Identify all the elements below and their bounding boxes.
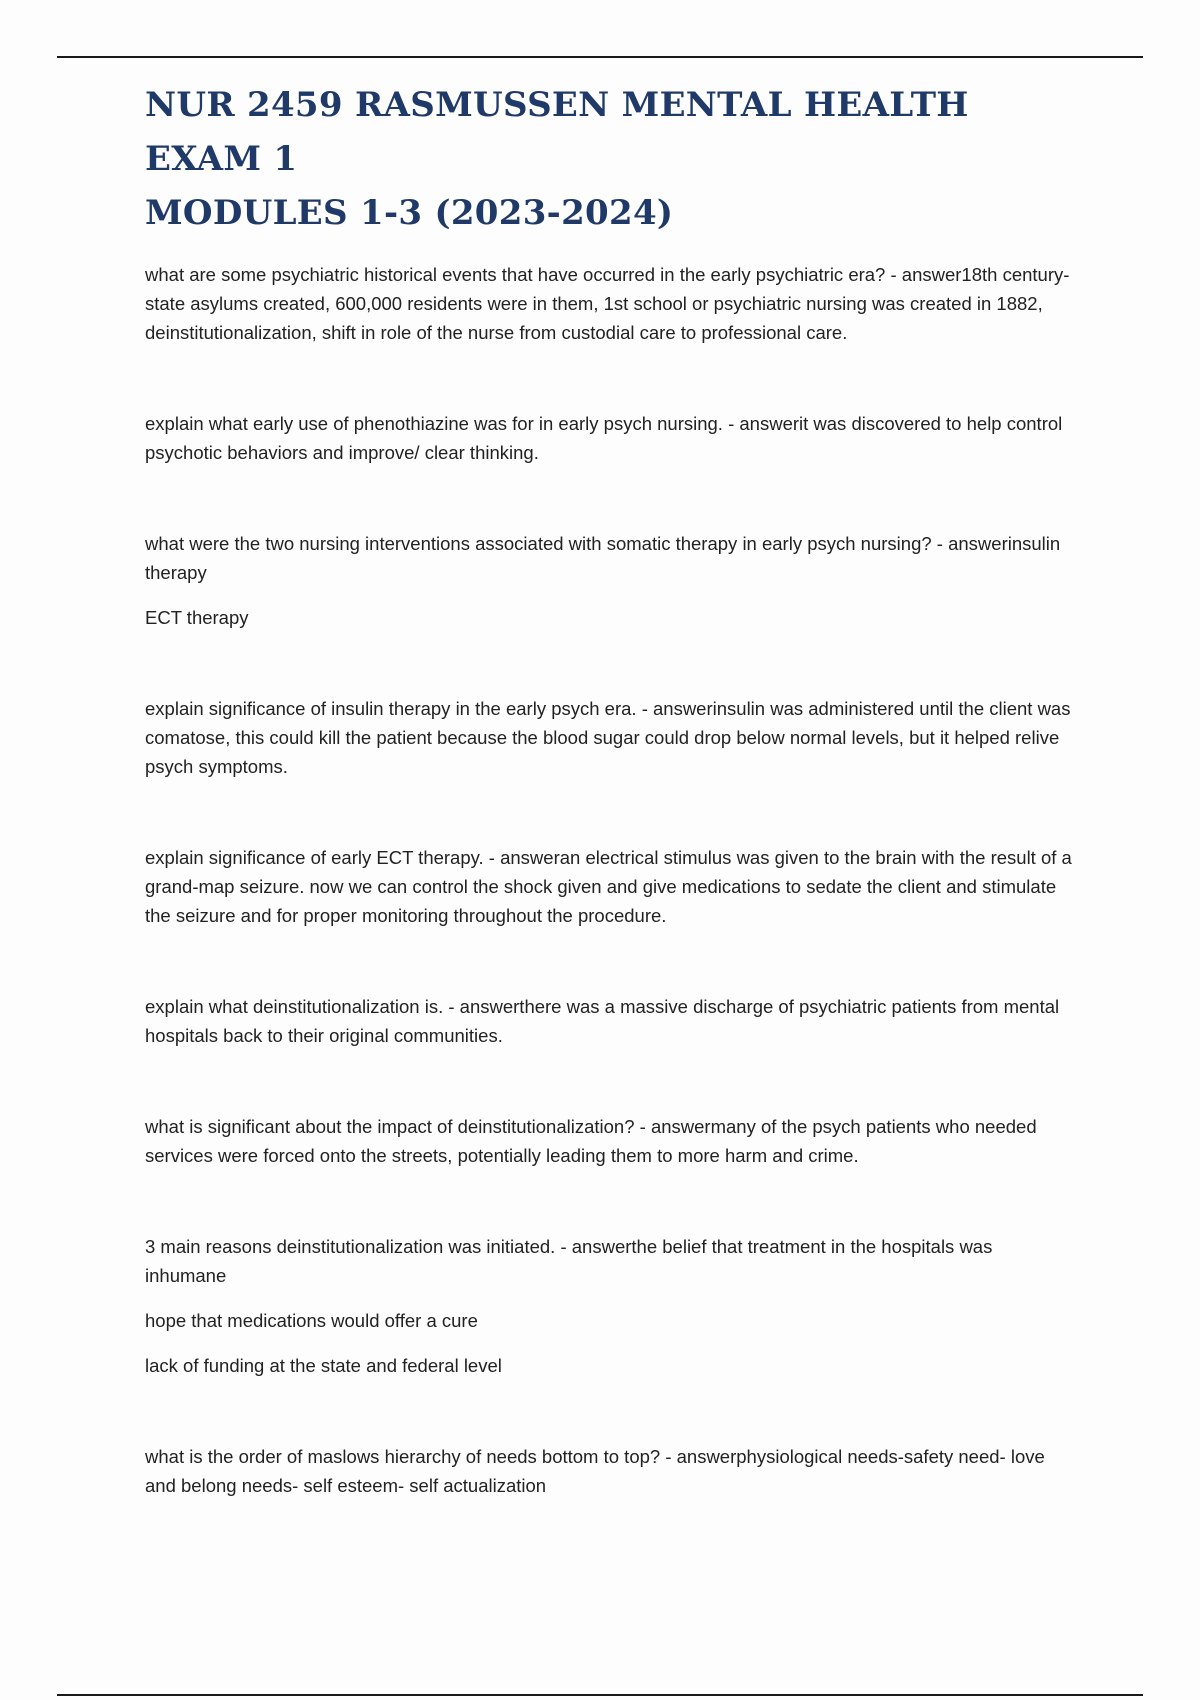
- entry-text: hope that medications would offer a cure: [145, 1310, 478, 1331]
- qa-entry-9: [145, 1442, 1075, 1500]
- entry-text: what is the order of maslows hierarchy of needs bottom to top? - answerphysiological needs-safety need- love and belong needs- self esteem- self actualization: [145, 1446, 1045, 1496]
- document-body: [145, 78, 1075, 1562]
- document-title: [145, 78, 1075, 240]
- title-line-2: MODULES 1-3 (2023-2024): [145, 193, 674, 233]
- entry-text: explain what early use of phenothiazine was for in early psych nursing. - answerit was discovered to help control psychotic behaviors and improve/ clear thinking.: [145, 413, 1063, 463]
- qa-entry-4: [145, 694, 1075, 781]
- qa-entry-1: [145, 260, 1075, 347]
- qa-entry-5: [145, 843, 1075, 930]
- qa-entry-3: [145, 529, 1075, 632]
- entry-text: lack of funding at the state and federal level: [145, 1355, 502, 1376]
- bottom-rule: [57, 1694, 1143, 1696]
- entry-text: what are some psychiatric historical events that have occurred in the early psychiatric era? - answer18th century- state asylums created, 600,000 residents were in them, 1st school or psychiatric nursing was created in 1882, deinstitutionalization, shift in role of the nurse from custodial care to professional care.: [145, 264, 1070, 343]
- entry-text: explain significance of early ECT therapy. - answeran electrical stimulus was given to the brain with the result of a grand-map seizure. now we can control the shock given and give medications to sedate the client and stimulate the seizure and for proper monitoring throughout the procedure.: [145, 847, 1072, 926]
- qa-entry-6: [145, 992, 1075, 1050]
- qa-entry-2: [145, 409, 1075, 467]
- title-line-1: NUR 2459 RASMUSSEN MENTAL HEALTH EXAM 1: [145, 85, 969, 179]
- entry-text: explain what deinstitutionalization is. - answerthere was a massive discharge of psychiatric patients from mental hospitals back to their original communities.: [145, 996, 1060, 1046]
- entry-text: 3 main reasons deinstitutionalization was initiated. - answerthe belief that treatment in the hospitals was inhumane: [145, 1236, 993, 1286]
- top-rule: [57, 56, 1143, 58]
- entry-text: ECT therapy: [145, 607, 249, 628]
- qa-entry-7: [145, 1112, 1075, 1170]
- entry-text: what were the two nursing interventions associated with somatic therapy in early psych nursing? - answerinsulin therapy: [145, 533, 1061, 583]
- entry-text: what is significant about the impact of deinstitutionalization? - answermany of the psych patients who needed services were forced onto the streets, potentially leading them to more harm and crime.: [145, 1116, 1037, 1166]
- qa-entry-8: [145, 1232, 1075, 1380]
- entry-text: explain significance of insulin therapy in the early psych era. - answerinsulin was administered until the client was comatose, this could kill the patient because the blood sugar could drop below normal levels, but it helped relive psych symptoms.: [145, 698, 1071, 777]
